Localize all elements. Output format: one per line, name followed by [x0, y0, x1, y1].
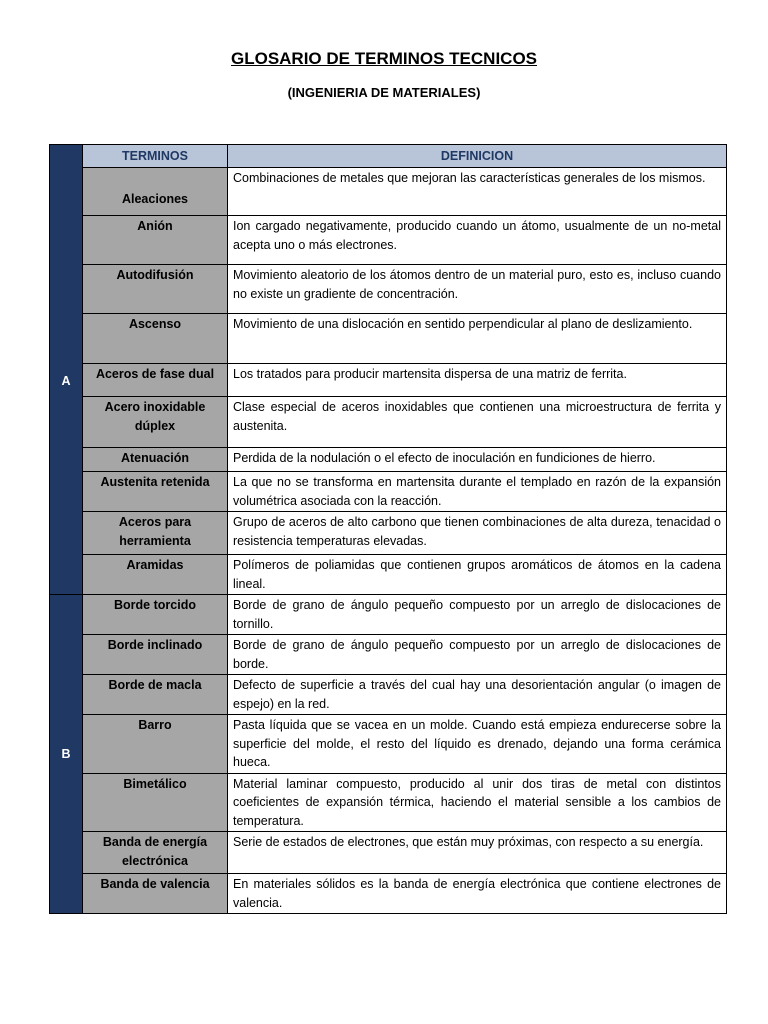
header-letter-cell [50, 145, 83, 168]
page-subtitle: (INGENIERIA DE MATERIALES) [287, 85, 481, 100]
table-row [50, 773, 727, 832]
definition-cell: Combinaciones de metales que mejoran las características generales de los mismos. [228, 168, 727, 216]
term-cell: Banda de valencia [83, 874, 228, 914]
term-cell: Atenuación [83, 448, 228, 472]
table-row [50, 314, 727, 364]
table-row [50, 874, 727, 914]
table-row [50, 265, 727, 314]
term-cell: Anión [83, 216, 228, 265]
term-cell: Borde de macla [83, 675, 228, 715]
definition-cell: La que no se transforma en martensita durante el templado en razón de la expansión volumétrica asociada con la reacción. [228, 472, 727, 512]
definition-cell: Defecto de superficie a través del cual hay una desorientación angular (o imagen de espejo) en la red. [228, 675, 727, 715]
term-cell: Acero inoxidable dúplex [83, 397, 228, 448]
term-cell: Ascenso [83, 314, 228, 364]
term-cell: Autodifusión [83, 265, 228, 314]
term-cell: Barro [83, 715, 228, 774]
definition-cell: Los tratados para producir martensita dispersa de una matriz de ferrita. [228, 364, 727, 397]
definition-cell: En materiales sólidos es la banda de energía electrónica que contiene electrones de valencia. [228, 874, 727, 914]
definition-cell: Movimiento aleatorio de los átomos dentro de un material puro, esto es, incluso cuando no existe un gradiente de concentración. [228, 265, 727, 314]
term-cell: Austenita retenida [83, 472, 228, 512]
definition-cell: Material laminar compuesto, producido al unir dos tiras de metal con distintos coeficientes de expansión térmica, haciendo el material sensible a los cambios de temperatura. [228, 773, 727, 832]
table-row [50, 216, 727, 265]
term-cell: Bimetálico [83, 773, 228, 832]
table-row [50, 168, 727, 216]
term-cell: Borde inclinado [83, 635, 228, 675]
term-cell: Aceros de fase dual [83, 364, 228, 397]
table-row [50, 715, 727, 774]
definition-cell: Polímeros de poliamidas que contienen grupos aromáticos de átomos en la cadena lineal. [228, 555, 727, 595]
definition-cell: Clase especial de aceros inoxidables que contienen una microestructura de ferrita y austenita. [228, 397, 727, 448]
definition-cell: Borde de grano de ángulo pequeño compuesto por un arreglo de dislocaciones de tornillo. [228, 595, 727, 635]
term-cell: Aramidas [83, 555, 228, 595]
header-definition: DEFINICION [228, 145, 727, 168]
table-row [50, 512, 727, 555]
definition-cell: Serie de estados de electrones, que están muy próximas, con respecto a su energía. [228, 832, 727, 874]
table-row [50, 675, 727, 715]
table-row [50, 448, 727, 472]
definition-cell: Ion cargado negativamente, producido cuando un átomo, usualmente de un no-metal acepta uno o más electrones. [228, 216, 727, 265]
glossary-table [49, 144, 727, 914]
table-row [50, 364, 727, 397]
section-letter-a: A [50, 168, 83, 595]
table-row [50, 555, 727, 595]
table-header-row [50, 145, 727, 168]
section-letter-b: B [50, 595, 83, 914]
definition-cell: Pasta líquida que se vacea en un molde. Cuando está empieza endurecerse sobre la superficie del molde, el resto del líquido es drenado, dejando una forma cerámica hueca. [228, 715, 727, 774]
definition-cell: Movimiento de una dislocación en sentido perpendicular al plano de deslizamiento. [228, 314, 727, 364]
definition-cell: Borde de grano de ángulo pequeño compuesto por un arreglo de dislocaciones de borde. [228, 635, 727, 675]
table-row [50, 472, 727, 512]
definition-cell: Grupo de aceros de alto carbono que tienen combinaciones de alta dureza, tenacidad o resistencia temperaturas elevadas. [228, 512, 727, 555]
term-cell: Banda de energía electrónica [83, 832, 228, 874]
definition-cell: Perdida de la nodulación o el efecto de inoculación en fundiciones de hierro. [228, 448, 727, 472]
header-terms: TERMINOS [83, 145, 228, 168]
term-cell: Aleaciones [83, 168, 228, 216]
table-row [50, 397, 727, 448]
table-row [50, 832, 727, 874]
term-cell: Borde torcido [83, 595, 228, 635]
table-row [50, 595, 727, 635]
page-title: GLOSARIO DE TERMINOS TECNICOS [230, 49, 538, 68]
term-cell: Aceros para herramienta [83, 512, 228, 555]
glossary-body [50, 168, 727, 914]
table-row [50, 635, 727, 675]
